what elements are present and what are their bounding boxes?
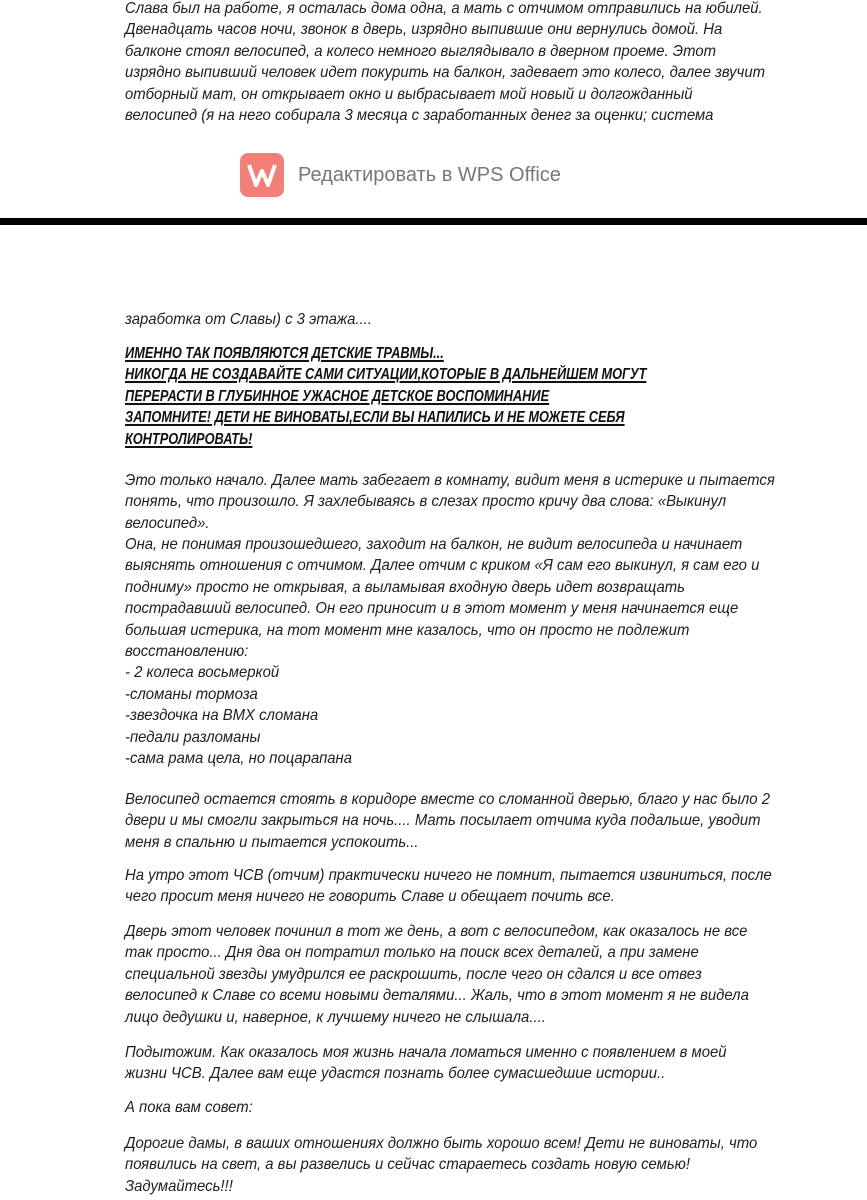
text-line: пострадавший велосипед. Он его приносит и в этот момент у меня начинается еще: [125, 600, 739, 618]
text-line: НИКОГДА НЕ СОЗДАВАЙТЕ САМИ СИТУАЦИИ,КОТОРЫЕ В ДАЛЬНЕЙШЕМ МОГУТ: [125, 366, 647, 384]
text-line: меня в спальню и пытается успокоить...: [125, 833, 419, 851]
text-line: -педали разломаны: [125, 728, 261, 746]
text-line: балконе стоял велосипед, а колесо немного выглядывало в дверном проеме. Этот: [125, 42, 717, 60]
text-line: появились на свет, а вы развелись и сейчас стараетесь создать новую семью!: [125, 1156, 690, 1174]
text-line: велосипед».: [125, 514, 210, 532]
wps-logo-icon: [240, 153, 284, 197]
continuation-text: [125, 309, 391, 330]
text-line: выяснять отношения с отчимом. Далее отчим с криком «Я сам его выкинул, я сам его и: [125, 557, 760, 575]
text-line: чего просит меня ничего не говорить Славе и обещает почить все.: [125, 888, 615, 906]
text-line: отборный мат, он открывает окно и выбрасывает мой новый и долгожданный: [125, 85, 693, 103]
text-line: подниму» просто не открывая, а выламывая входную дверь идет возвращать: [125, 578, 685, 596]
text-line: велосипед (я на него собирала 3 месяца с заработанных денег за оценки; система: [125, 106, 714, 124]
edit-in-wps-button[interactable]: [240, 153, 561, 197]
wps-label: Редактировать в WPS Office: [298, 163, 561, 186]
paragraph-6: [125, 1042, 772, 1085]
paragraph-8: [125, 1133, 805, 1197]
text-line: понять, что произошло. Я захлебываясь в слезах просто кричу два слова: «Выкинул: [125, 493, 727, 511]
text-line: - 2 колеса восьмеркой: [125, 664, 280, 682]
text-line: Двенадцать часов ночи, звонок в дверь, изрядно выпившие они вернулись домой. На: [125, 21, 723, 39]
page1-paragraph: [125, 0, 813, 126]
paragraph-3: [125, 789, 819, 853]
page-divider: [0, 218, 867, 225]
text-line: -звездочка на BMX сломана: [125, 707, 319, 725]
text-line: велосипед к Славе со всеми новыми деталями... Жаль, что в этот момент я не видела: [125, 987, 749, 1005]
paragraph-4: [125, 865, 820, 908]
text-line: заработка от Славы) с 3 этажа....: [125, 311, 372, 328]
text-line: Задумайтесь!!!: [125, 1177, 233, 1195]
text-line: так просто... Дня два он потратил только на поиск всех деталей, а при замене: [125, 944, 699, 962]
text-line: На утро этот ЧСВ (отчим) практически ничего не помнит, пытается извиниться, после: [125, 867, 772, 884]
text-line: лицо дедушки и, наверное, к лучшему ничего не слышала....: [125, 1008, 546, 1026]
text-line: Она, не понимая произошедшего, заходит на балкон, не видит велосипеда и начинает: [125, 536, 743, 553]
paragraph-1: [125, 470, 824, 534]
text-line: КОНТРОЛИРОВАТЬ!: [125, 430, 253, 448]
text-line: большая истерика, на тот момент мне казалось, что он просто не подлежит: [125, 621, 690, 639]
text-line: ИМЕННО ТАК ПОЯВЛЯЮТСЯ ДЕТСКИЕ ТРАВМЫ...: [125, 345, 444, 362]
text-line: А пока вам совет:: [125, 1099, 253, 1116]
text-line: Подытожим. Как оказалось моя жизнь начала ломаться именно с появлением в моей: [125, 1044, 727, 1061]
warning-block: [125, 343, 777, 450]
text-line: -сама рама цела, но поцарапана: [125, 749, 352, 767]
text-line: -сломаны тормоза: [125, 685, 258, 703]
paragraph-5: [125, 921, 796, 1028]
paragraph-2: [125, 534, 807, 769]
text-line: восстановлению:: [125, 642, 249, 660]
text-line: ПЕРЕРАСТИ В ГЛУБИННОЕ УЖАСНОЕ ДЕТСКОЕ ВОСПОМИНАНИЕ: [125, 387, 550, 405]
text-line: Это только начало. Далее мать забегает в комнату, видит меня в истерике и пытается: [125, 472, 775, 489]
text-line: Дверь этот человек починил в тот же день, а вот с велосипедом, как оказалось не все: [125, 923, 748, 940]
text-line: жизни ЧСВ. Далее вам еще удастся познать более сумасшедшие истории..: [125, 1065, 666, 1083]
text-line: Слава был на работе, я осталась дома одна, а мать с отчимом отправились на юбилей.: [125, 0, 763, 17]
text-line: специальной звезды умудрился ее раскрошить, после чего он сдался и все отвез: [125, 965, 702, 983]
text-line: Велосипед остается стоять в коридоре вместе со сломанной дверью, благо у нас было 2: [125, 791, 770, 808]
text-line: ЗАПОМНИТЕ! ДЕТИ НЕ ВИНОВАТЫ,ЕСЛИ ВЫ НАПИЛИСЬ И НЕ МОЖЕТЕ СЕБЯ: [125, 409, 625, 427]
text-line: изрядно выпивший человек идет покурить на балкон, задевает это колесо, далее звучит: [125, 64, 765, 82]
text-line: Дорогие дамы, в ваших отношениях должно быть хорошо всем! Дети не виноваты, что: [125, 1135, 758, 1152]
paragraph-7: [125, 1097, 262, 1118]
text-line: двери и мы смогли закрыться на ночь.... Мать посылает отчима куда подальше, уводит: [125, 812, 761, 830]
